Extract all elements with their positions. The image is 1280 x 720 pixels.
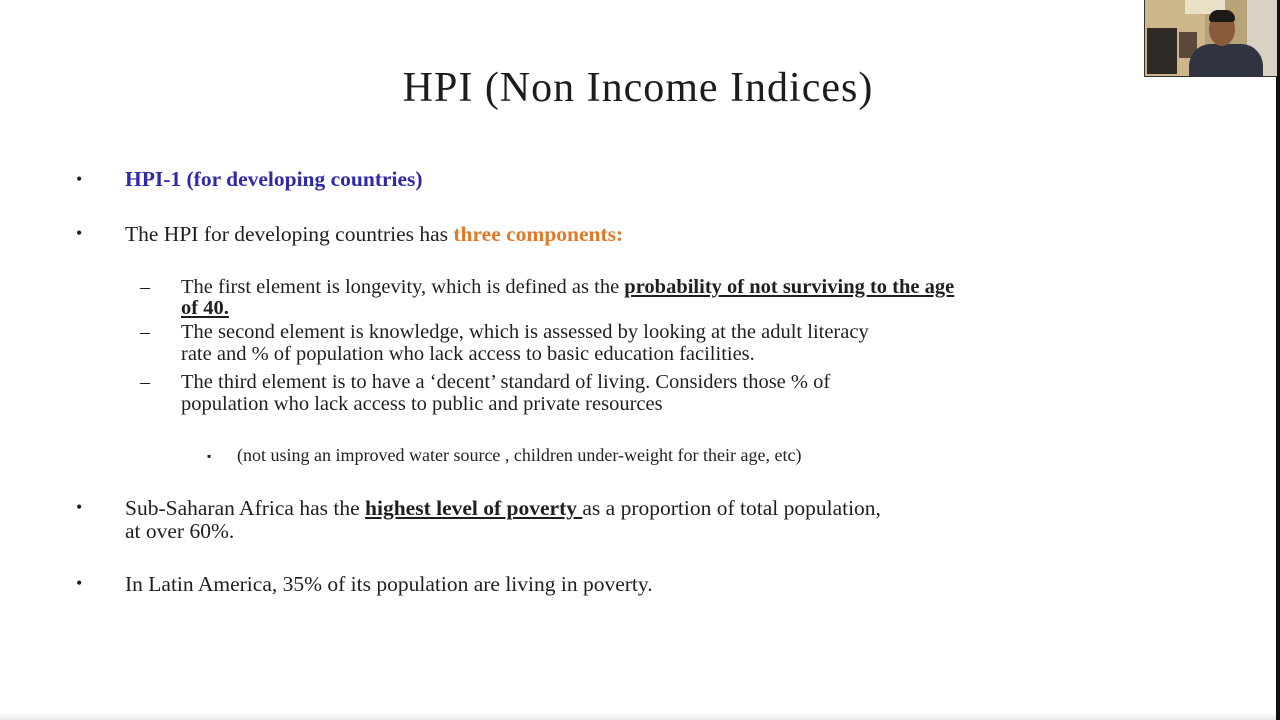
sub-longevity-line1 [181,276,1211,298]
longevity-underlined: probability of not surviving to the age [624,276,955,298]
bullet-marker: • [76,169,83,189]
longevity-text: The first element is longevity, which is defined as the [181,276,625,298]
bullet-components-text: The HPI for developing countries has [125,222,454,246]
sub-living-line2: population who lack access to public and private resources [181,393,663,415]
bullet-marker: • [76,573,83,593]
sub-knowledge-line1: The second element is knowledge, which is assessed by looking at the adult literacy [181,321,869,343]
small-bullet-marker: ▪ [207,449,212,463]
slide-bottom-edge [0,712,1276,720]
africa-underlined: highest level of poverty [365,496,583,520]
bullet-africa-line1 [125,497,1205,520]
presenter-body [1189,44,1263,77]
subsub-examples: (not using an improved water source , children under-weight for their age, etc) [237,445,802,465]
africa-prefix: Sub-Saharan Africa has the [125,496,366,520]
window-edge [1276,0,1280,720]
dash-marker: – [140,321,150,343]
longevity-underlined-2: of 40. [181,297,229,319]
bullet-components [125,223,1205,246]
webcam-door [1147,28,1177,74]
hpi1-heading: HPI-1 (for developing countries) [125,167,423,191]
africa-suffix: as a proportion of total population, [582,496,881,520]
presenter-webcam-icon [1144,0,1277,77]
dash-marker: – [140,371,150,393]
sub-longevity-line2 [181,297,1211,319]
sub-knowledge-line2: rate and % of population who lack access to basic education facilities. [181,343,755,365]
bullet-marker: • [76,223,83,243]
bullet-marker: • [76,497,83,517]
slide-title: HPI (Non Income Indices) [402,65,874,111]
dash-marker: – [140,276,150,298]
bullet-africa-line2: at over 60%. [125,519,235,543]
three-components-highlight: three components: [453,222,624,246]
presenter-hair [1209,10,1235,22]
bullet-latin-america: In Latin America, 35% of its population are living in poverty. [125,572,653,596]
bullet-hpi1 [125,168,1205,191]
sub-living-line1: The third element is to have a ‘decent’ standard of living. Considers those % of [181,371,831,393]
